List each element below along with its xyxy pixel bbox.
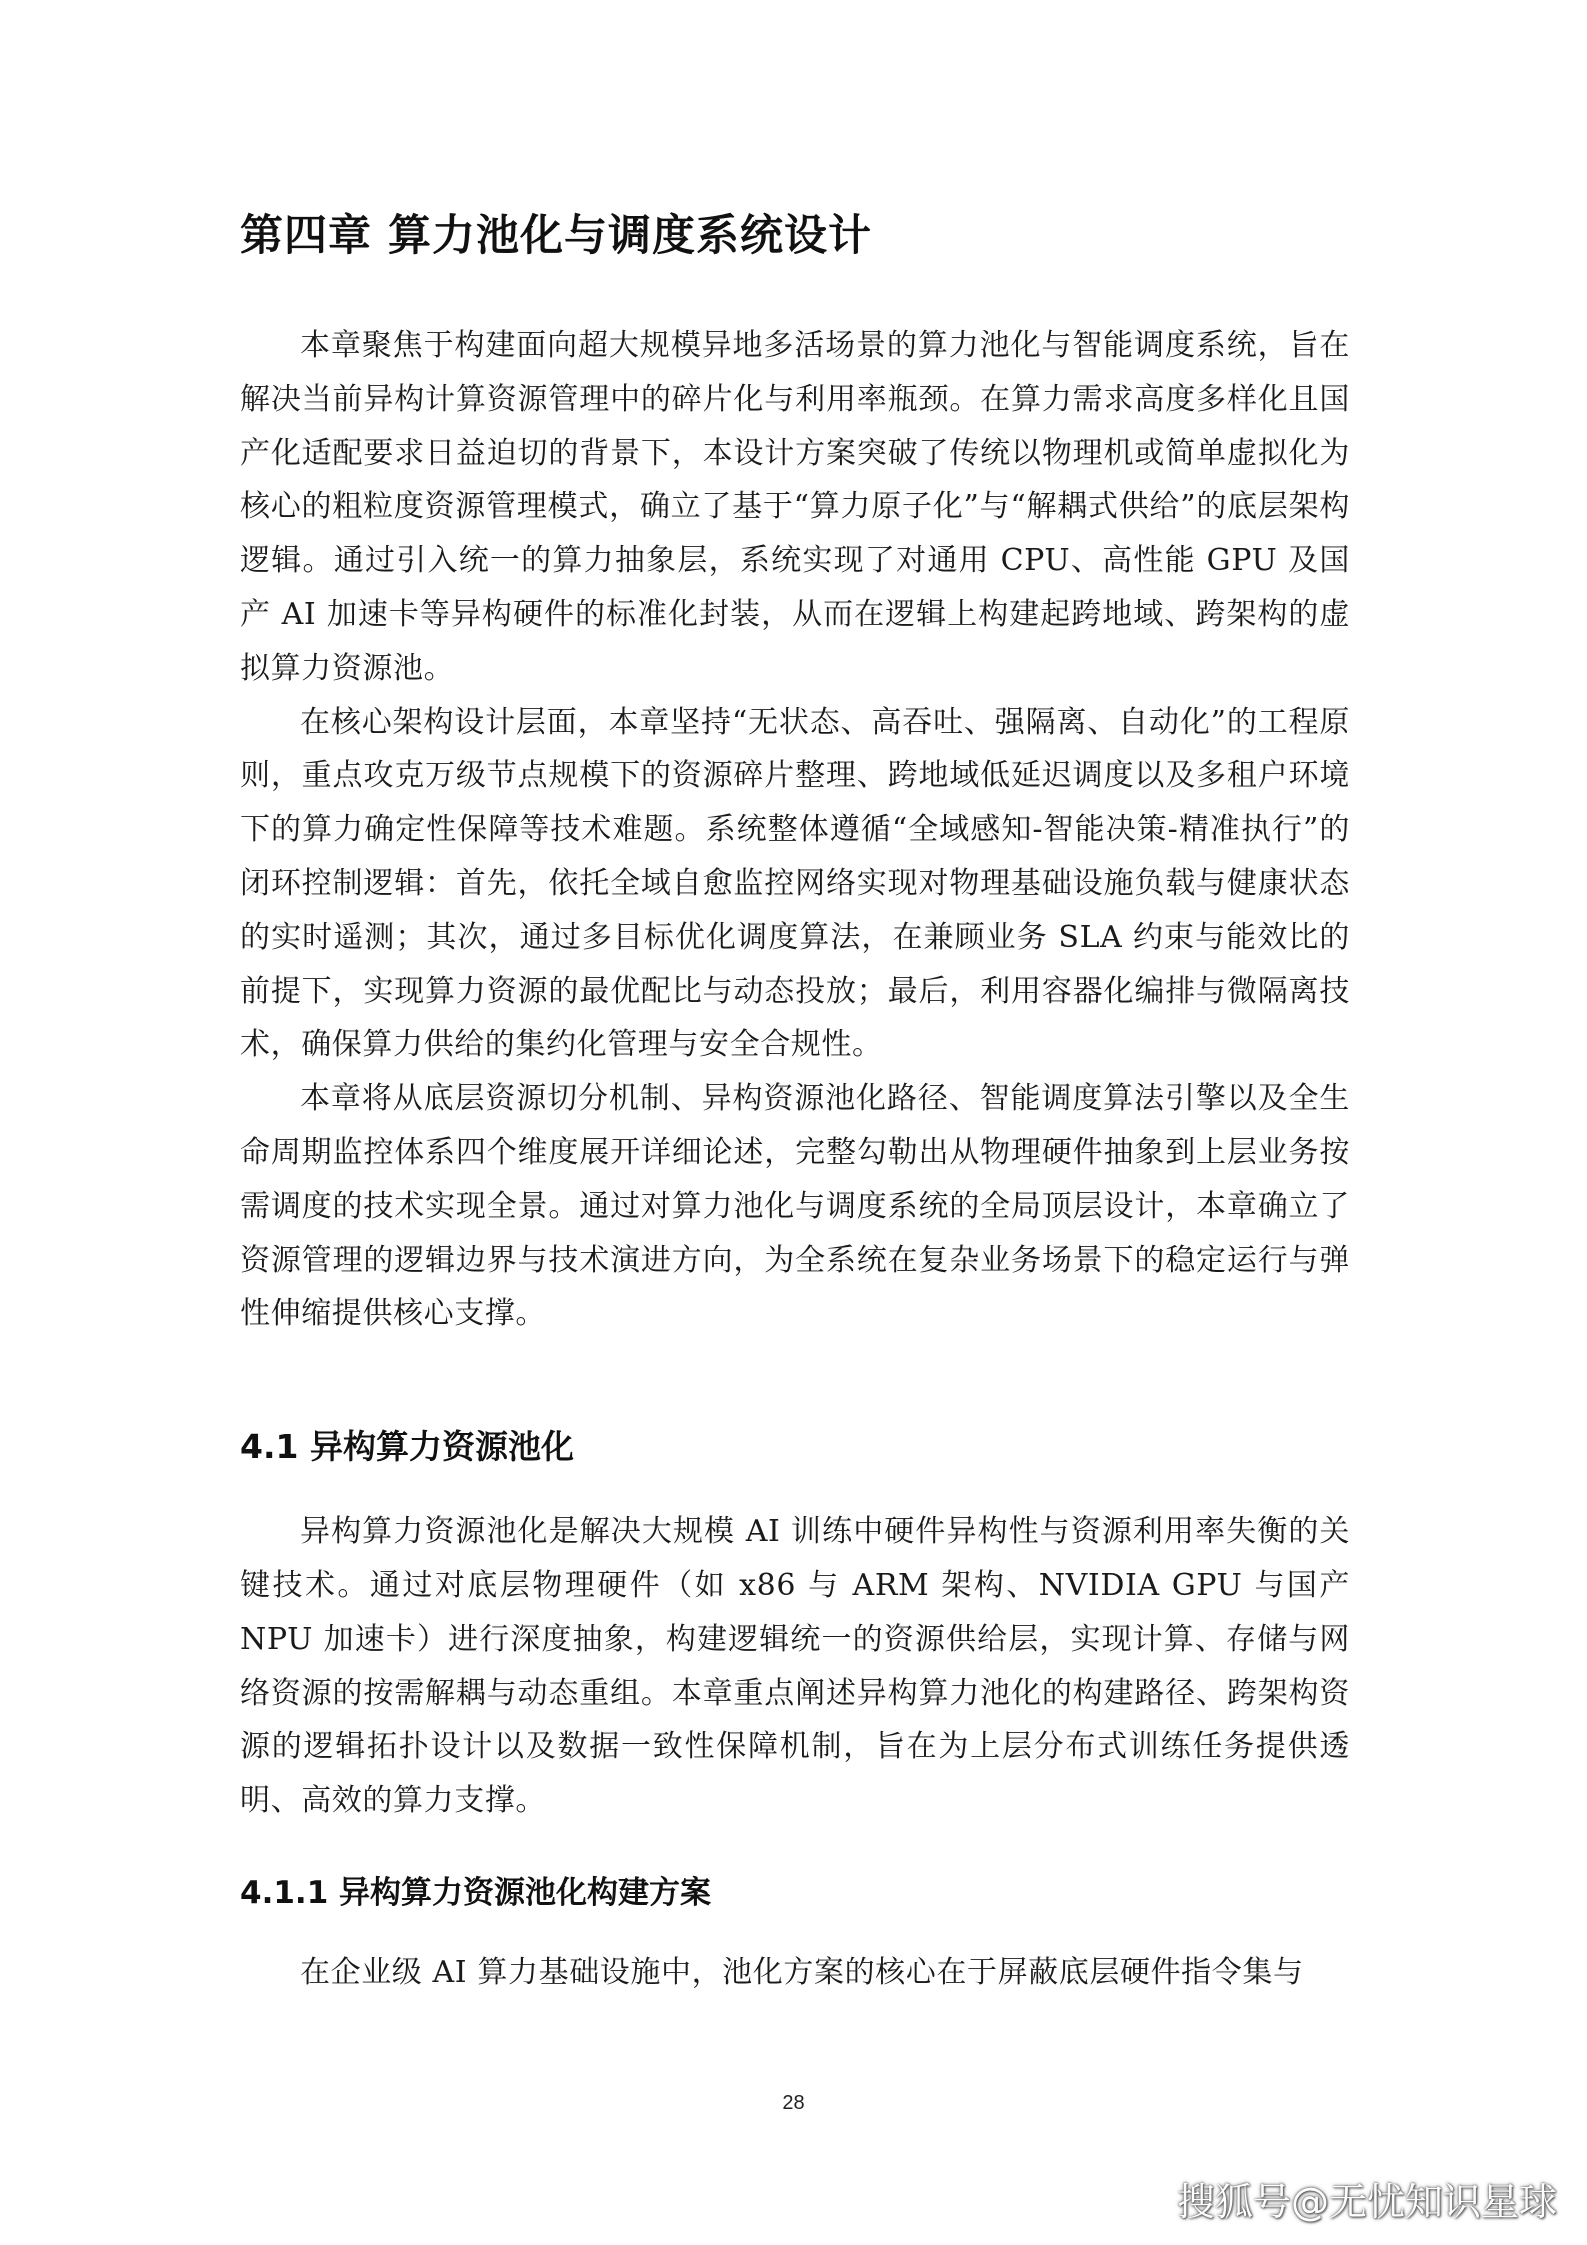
page-content: [240, 205, 1350, 2000]
subsection-title: 4.1.1 异构算力资源池化构建方案: [240, 1874, 712, 1911]
chapter-paragraph-3: 本章将从底层资源切分机制、异构资源池化路径、智能调度算法引擎以及全生命周期监控体系四个维度展开详细论述，完整勾勒出从物理硬件抽象到上层业务按需调度的技术实现全景。通过对算力池化与调度系统的全局顶层设计，本章确立了资源管理的逻辑边界与技术演进方向，为全系统在复杂业务场景下的稳定运行与弹性伸缩提供核心支撑。: [240, 1081, 1350, 1332]
section-title: 4.1 异构算力资源池化: [240, 1427, 574, 1467]
chapter-title: 第四章 算力池化与调度系统设计: [240, 211, 872, 261]
section-paragraph-1: 异构算力资源池化是解决大规模 AI 训练中硬件异构性与资源利用率失衡的关键技术。通过对底层物理硬件（如 x86 与 ARM 架构、NVIDIA GPU 与国产 NPU 加速卡）进行深度抽象，构建逻辑统一的资源供给层，实现计算、存储与网络资源的按需解耦与动态重组。本章重点阐述异构算力池化的构建路径、跨架构资源的逻辑拓扑设计以及数据一致性保障机制，旨在为上层分布式训练任务提供透明、高效的算力支撑。: [240, 1514, 1350, 1819]
chapter-paragraph-1: 本章聚焦于构建面向超大规模异地多活场景的算力池化与智能调度系统，旨在解决当前异构计算资源管理中的碎片化与利用率瓶颈。在算力需求高度多样化且国产化适配要求日益迫切的背景下，本设计方案突破了传统以物理机或简单虚拟化为核心的粗粒度资源管理模式，确立了基于“算力原子化”与“解耦式供给”的底层架构逻辑。通过引入统一的算力抽象层，系统实现了对通用 CPU、高性能 GPU 及国产 AI 加速卡等异构硬件的标准化封装，从而在逻辑上构建起跨地域、跨架构的虚拟算力资源池。: [240, 328, 1350, 686]
subsection-paragraph-1: 在企业级 AI 算力基础设施中，池化方案的核心在于屏蔽底层硬件指令集与: [300, 1954, 1304, 1990]
chapter-paragraph-2: 在核心架构设计层面，本章坚持“无状态、高吞吐、强隔离、自动化”的工程原则，重点攻克万级节点规模下的资源碎片整理、跨地域低延迟调度以及多租户环境下的算力确定性保障等技术难题。系统整体遵循“全域感知-智能决策-精准执行”的闭环控制逻辑：首先，依托全域自愈监控网络实现对物理基础设施负载与健康状态的实时遥测；其次，通过多目标优化调度算法，在兼顾业务 SLA 约束与能效比的前提下，实现算力资源的最优配比与动态投放；最后，利用容器化编排与微隔离技术，确保算力供给的集约化管理与安全合规性。: [240, 704, 1350, 1063]
watermark: 搜狐号@无忧知识星球: [1176, 2180, 1557, 2224]
page-number: 28: [782, 2092, 805, 2114]
